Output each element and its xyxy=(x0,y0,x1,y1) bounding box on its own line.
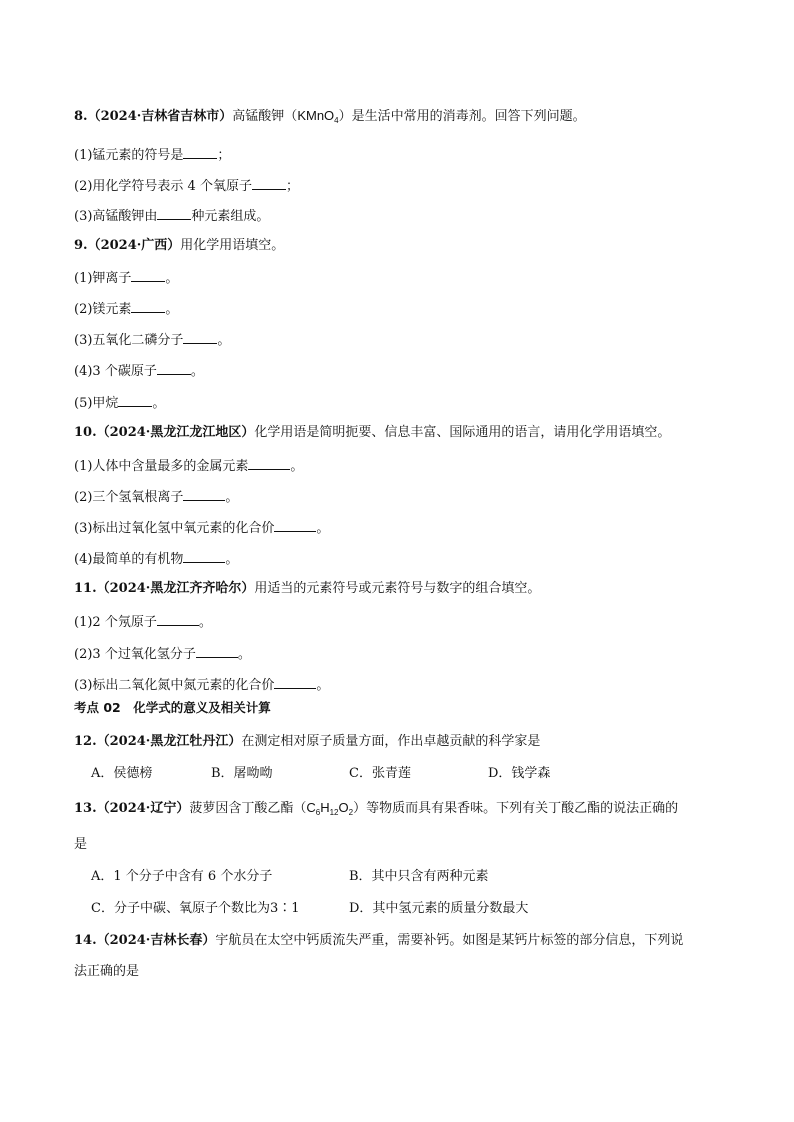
chemical-formula: KMnO$_4$ xyxy=(297,108,339,125)
section-heading: 考点 02 化学式的意义及相关计算 xyxy=(74,700,271,715)
answer-blank[interactable] xyxy=(157,206,191,220)
question-source: （2024·吉林省吉林市） xyxy=(87,109,233,124)
question-9-stem: 9.（2024·广西）用化学用语填空。 xyxy=(74,238,285,253)
question-14-stem-cont: 法正确的是 xyxy=(74,964,140,979)
answer-blank[interactable] xyxy=(183,549,225,563)
answer-blank[interactable] xyxy=(157,361,191,375)
question-10-part-2: (2)三个氢氧根离子 。 xyxy=(74,487,238,507)
option-c[interactable]: C．分子中碳、氧原子个数比为3∶1 xyxy=(91,901,300,916)
option-a[interactable]: A．1 个分子中含有 6 个水分子 xyxy=(91,869,273,884)
question-9-part-5: (5)甲烷 。 xyxy=(74,393,165,413)
answer-blank[interactable] xyxy=(248,456,290,470)
answer-blank[interactable] xyxy=(118,393,152,407)
answer-blank[interactable] xyxy=(157,612,199,626)
question-8-part-1: (1)锰元素的符号是 ； xyxy=(74,145,230,165)
question-9-part-3: (3)五氧化二磷分子 。 xyxy=(74,330,230,350)
answer-blank[interactable] xyxy=(183,487,225,501)
question-10-part-3: (3)标出过氧化氢中氧元素的化合价 。 xyxy=(74,518,329,538)
answer-blank[interactable] xyxy=(196,644,238,658)
answer-blank[interactable] xyxy=(183,330,217,344)
option-d[interactable]: D．其中氢元素的质量分数最大 xyxy=(349,901,529,916)
question-source: （2024·黑龙江龙江地区） xyxy=(96,425,255,440)
question-14-stem: 14.（2024·吉林长春）宇航员在太空中钙质流失严重，需要补钙。如图是某钙片标签的部分信息，下列说 xyxy=(74,933,684,948)
question-source: （2024·吉林长春） xyxy=(96,933,216,948)
question-11-part-2: (2)3 个过氧化氢分子 。 xyxy=(74,644,251,664)
question-source: （2024·黑龙江牡丹江） xyxy=(96,734,242,749)
question-13-stem-cont: 是 xyxy=(74,837,88,852)
question-source: （2024·辽宁） xyxy=(96,801,190,816)
question-11-part-3: (3)标出二氧化氮中氮元素的化合价 。 xyxy=(74,675,329,695)
option-d[interactable]: D．钱学森 xyxy=(488,766,551,781)
question-9-part-1: (1)钾离子 。 xyxy=(74,268,178,288)
option-a[interactable]: A．侯德榜 xyxy=(91,766,153,781)
question-source: （2024·黑龙江齐齐哈尔） xyxy=(96,581,255,596)
question-11-part-1: (1)2 个氖原子 。 xyxy=(74,612,212,632)
option-b[interactable]: B．其中只含有两种元素 xyxy=(349,869,489,884)
option-c[interactable]: C．张青莲 xyxy=(349,766,411,781)
chemical-formula: $C_6H_{12}O_2$ xyxy=(306,800,354,817)
answer-blank[interactable] xyxy=(252,176,286,190)
option-b[interactable]: B．屠呦呦 xyxy=(211,766,273,781)
question-10-part-4: (4)最简单的有机物 。 xyxy=(74,549,238,569)
question-number: 8. xyxy=(74,109,88,124)
question-9-part-4: (4)3 个碳原子 。 xyxy=(74,361,204,381)
question-10-part-1: (1)人体中含量最多的金属元素 。 xyxy=(74,456,303,476)
question-source: （2024·广西） xyxy=(87,238,181,253)
question-8-stem: 8.（2024·吉林省吉林市）高锰酸钾（KMnO$_4$）是生活中常用的消毒剂。回答下列问题。 xyxy=(74,108,586,125)
answer-blank[interactable] xyxy=(131,268,165,282)
question-11-stem: 11.（2024·黑龙江齐齐哈尔）用适当的元素符号或元素符号与数字的组合填空。 xyxy=(74,581,541,596)
question-12-stem: 12.（2024·黑龙江牡丹江）在测定相对原子质量方面，作出卓越贡献的科学家是 xyxy=(74,734,541,749)
question-8-part-2: (2)用化学符号表示 4 个氧原子 ； xyxy=(74,176,299,196)
answer-blank[interactable] xyxy=(131,299,165,313)
answer-blank[interactable] xyxy=(183,145,217,159)
answer-blank[interactable] xyxy=(274,518,316,532)
answer-blank[interactable] xyxy=(274,675,316,689)
question-9-part-2: (2)镁元素 。 xyxy=(74,299,178,319)
question-8-part-3: (3)高锰酸钾由 种元素组成。 xyxy=(74,206,269,226)
question-10-stem: 10.（2024·黑龙江龙江地区）化学用语是简明扼要、信息丰富、国际通用的语言，请用化学用语填空。 xyxy=(74,425,671,440)
question-13-stem: 13.（2024·辽宁）菠萝因含丁酸乙酯$(C_6H_{12}O_2)$等物质而具有果香味。下列有关丁酸乙酯的说法正确的 xyxy=(74,800,679,817)
